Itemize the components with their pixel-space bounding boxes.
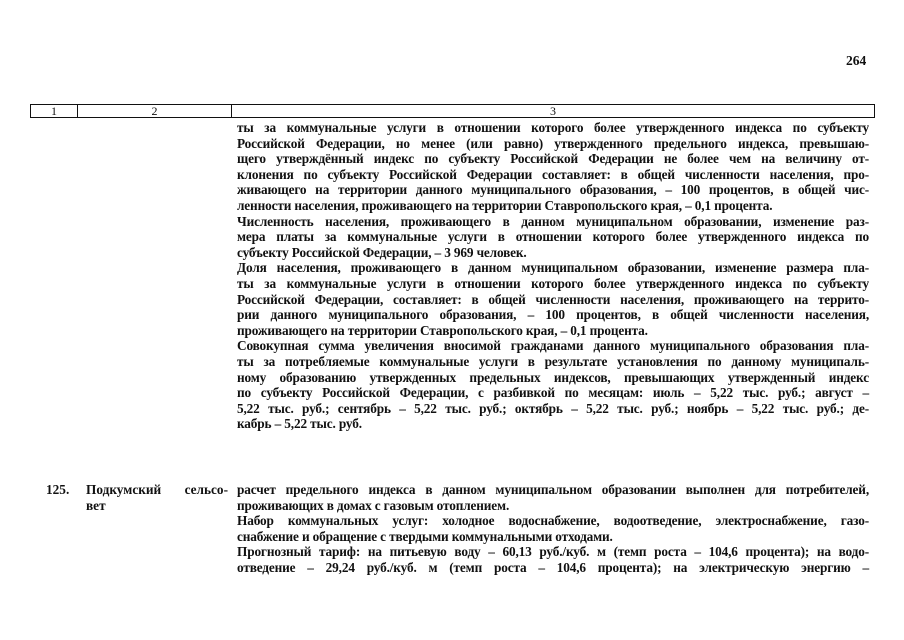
municipality-name-line: Подкумский сельсо- [86, 482, 228, 497]
text-line: кабрь – 5,22 тыс. руб. [237, 416, 362, 432]
text-line: Набор коммунальных услуг: холодное водоснабжение, водоотведение, электроснабжение, газо- [237, 513, 869, 529]
paragraph-services-set [237, 513, 869, 544]
paragraph-forecast-tariff [237, 544, 869, 575]
page-number: 264 [846, 53, 867, 68]
paragraph-population-share [237, 260, 869, 338]
text-line: рии данного муниципального образования, – 100 процентов, в общей численности населения, [237, 307, 869, 323]
municipality-name-line: вет [86, 497, 106, 513]
row-124-continuation [237, 120, 869, 432]
text-line: Российской Федерации, составляет: в общей численности населения, проживающего на террито- [237, 291, 869, 307]
text-line: ты за потребляемые коммунальные услуги в результате установления по данному муниципаль- [237, 353, 869, 369]
text-line: ленности населения, проживающего на территории Ставропольского края, – 0,1 процента. [237, 197, 773, 213]
text-line: клонения по субъекту Российской Федерации составляет: в общей численности населения, про- [237, 166, 869, 182]
paragraph-index-exceeded [237, 120, 869, 214]
text-line: щего утверждённый индекс по субъекту Российской Федерации не более чем на величину от- [237, 151, 869, 167]
table-header-row [30, 104, 875, 118]
text-line: проживающих в домах с газовым отоплением. [237, 497, 510, 513]
text-line: Численность населения, проживающего в данном муниципальном образовании, изменение раз- [237, 213, 869, 229]
text-line: Прогнозный тариф: на питьевую воду – 60,13 руб./куб. м (темп роста – 104,6 процента); на водо- [237, 544, 869, 560]
text-line: ному образованию утвержденных предельных индексов, превышающих утвержденный индекс [237, 369, 869, 385]
header-column-2: 2 [78, 105, 232, 117]
header-column-1: 1 [31, 105, 78, 117]
text-line: ты за коммунальные услуги в отношении которого более утвержденного индекса по субъекту [237, 120, 869, 135]
text-line: снабжение и обращение с твердыми коммунальными отходами. [237, 528, 613, 544]
paragraph-calculation-basis [237, 482, 869, 513]
paragraph-population-count [237, 214, 869, 261]
text-line: Совокупная сумма увеличения вносимой гражданами данного муниципального образования пла- [237, 338, 869, 354]
header-column-3: 3 [550, 104, 556, 118]
text-line: Доля населения, проживающего в данном муниципальном образовании, изменение размера пла- [237, 260, 869, 276]
text-line: Российской Федерации, но менее (или равно) утвержденного предельного индекса, превышаю- [237, 135, 869, 151]
text-line: по субъекту Российской Федерации, с разбивкой по месяцам: июль – 5,22 тыс. руб.; август – [237, 385, 869, 401]
text-line: ты за коммунальные услуги в отношении которого более утвержденного индекса по субъекту [237, 275, 869, 291]
row-125-description [237, 482, 869, 576]
text-line: мера платы за коммунальные услуги в отношении которого более утвержденного индекса по [237, 229, 869, 245]
text-line: 5,22 тыс. руб.; сентябрь – 5,22 тыс. руб.; октябрь – 5,22 тыс. руб.; ноябрь – 5,22 тыс. руб.; де- [237, 400, 869, 416]
municipality-name [86, 482, 228, 513]
text-line: проживающего на территории Ставропольского края, – 0,1 процента. [237, 322, 648, 338]
text-line: отведение – 29,24 руб./куб. м (темп роста – 104,6 процента); на электрическую энергию – [237, 559, 869, 575]
text-line: живающего на территории данного муниципального образования, – 100 процентов, в общей чис- [237, 182, 869, 198]
text-line: расчет предельного индекса в данном муниципальном образовании выполнен для потребителей, [237, 482, 869, 497]
row-number: 125. [46, 482, 70, 497]
paragraph-payment-increase [237, 338, 869, 432]
text-line: субъекту Российской Федерации, – 3 969 человек. [237, 244, 527, 260]
